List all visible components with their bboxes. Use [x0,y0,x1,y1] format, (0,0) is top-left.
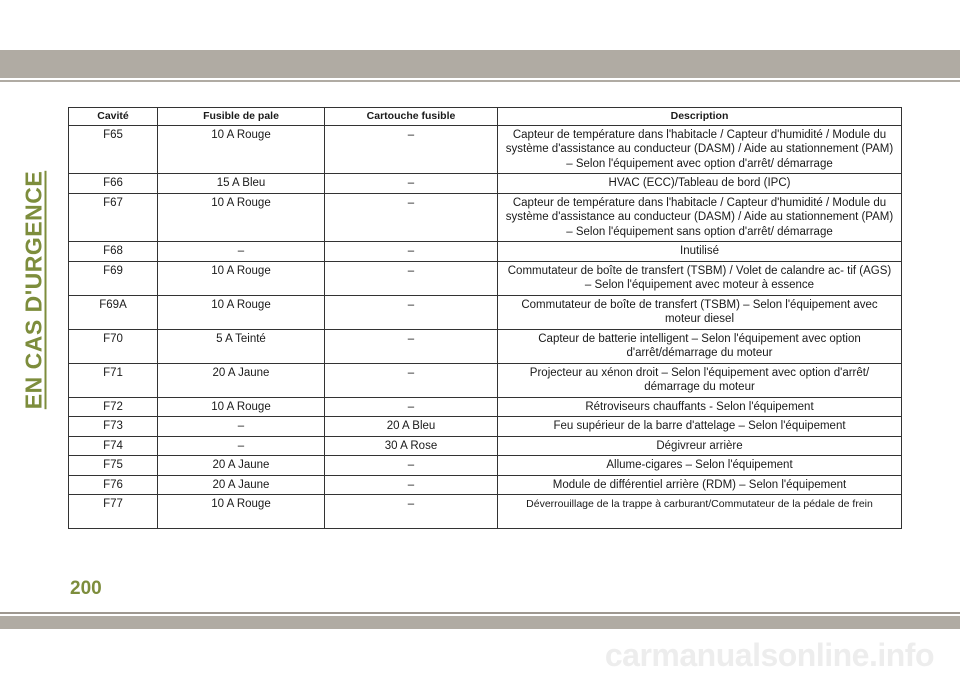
table-row [69,397,902,417]
cell-cartridge: – [325,193,498,242]
table-header-row [69,108,902,126]
cell-blade: – [158,242,325,262]
cell-blade: 20 A Jaune [158,456,325,476]
cell-description: Inutilisé [498,242,902,262]
table-row [69,329,902,363]
cell-blade: 10 A Rouge [158,495,325,529]
cell-description: Feu supérieur de la barre d'attelage – Selon l'équipement [498,417,902,437]
table-row [69,363,902,397]
cell-blade: 5 A Teinté [158,329,325,363]
cell-cartridge: – [325,125,498,174]
cell-blade: 10 A Rouge [158,295,325,329]
cell-cavity: F74 [69,436,158,456]
cell-cartridge: – [325,397,498,417]
cell-blade: 10 A Rouge [158,397,325,417]
cell-blade: – [158,436,325,456]
cell-blade: – [158,417,325,437]
footer-rule [0,612,960,614]
cell-cavity: F75 [69,456,158,476]
cell-description: Projecteur au xénon droit – Selon l'équipement avec option d'arrêt/ démarrage du moteur [498,363,902,397]
cell-cartridge: – [325,456,498,476]
cell-cavity: F66 [69,174,158,194]
cell-cavity: F69A [69,295,158,329]
table-row [69,193,902,242]
cell-cavity: F69 [69,261,158,295]
table-row [69,495,902,529]
cell-cavity: F77 [69,495,158,529]
col-header-description: Description [498,108,902,126]
cell-blade: 10 A Rouge [158,125,325,174]
watermark: carmanualsonline.info [604,637,934,673]
cell-cavity: F76 [69,475,158,495]
table-row [69,475,902,495]
cell-cartridge: – [325,261,498,295]
col-header-cartridge-fuse: Cartouche fusible [325,108,498,126]
cell-description: Capteur de température dans l'habitacle / Capteur d'humidité / Module du système d'assistance au conducteur (DASM) / Aide au stationnement (PAM) – Selon l'équipement sans option d'arrêt/ démarrage [498,193,902,242]
cell-blade: 15 A Bleu [158,174,325,194]
cell-description: Module de différentiel arrière (RDM) – Selon l'équipement [498,475,902,495]
table-row [69,174,902,194]
cell-blade: 10 A Rouge [158,193,325,242]
cell-description: Dégivreur arrière [498,436,902,456]
table-row [69,436,902,456]
cell-description: HVAC (ECC)/Tableau de bord (IPC) [498,174,902,194]
table-row [69,456,902,476]
cell-description: Allume-cigares – Selon l'équipement [498,456,902,476]
cell-cartridge: 20 A Bleu [325,417,498,437]
cell-blade: 20 A Jaune [158,363,325,397]
fuse-table [68,107,902,529]
cell-blade: 10 A Rouge [158,261,325,295]
header-rule [0,80,960,82]
cell-cartridge: – [325,329,498,363]
cell-description: Rétroviseurs chauffants - Selon l'équipement [498,397,902,417]
cell-cavity: F65 [69,125,158,174]
section-title-text: EN CAS D'URGENCE [20,170,47,410]
cell-description: Commutateur de boîte de transfert (TSBM) – Selon l'équipement avec moteur diesel [498,295,902,329]
col-header-blade-fuse: Fusible de pale [158,108,325,126]
cell-cavity: F71 [69,363,158,397]
cell-cartridge: – [325,475,498,495]
cell-description: Capteur de batterie intelligent – Selon l'équipement avec option d'arrêt/démarrage du moteur [498,329,902,363]
cell-cartridge: – [325,295,498,329]
cell-description: Déverrouillage de la trappe à carburant/Commutateur de la pédale de frein [498,495,902,529]
cell-cartridge: 30 A Rose [325,436,498,456]
cell-cartridge: – [325,363,498,397]
cell-cartridge: – [325,495,498,529]
cell-cavity: F70 [69,329,158,363]
cell-cartridge: – [325,242,498,262]
table-row [69,242,902,262]
cell-cavity: F68 [69,242,158,262]
cell-description: Capteur de température dans l'habitacle / Capteur d'humidité / Module du système d'assistance au conducteur (DASM) / Aide au stationnement (PAM) – Selon l'équipement avec option d'arrêt/ démarrage [498,125,902,174]
col-header-cavity: Cavité [69,108,158,126]
table-row [69,125,902,174]
table-row [69,417,902,437]
cell-cavity: F72 [69,397,158,417]
cell-cavity: F67 [69,193,158,242]
table-row [69,295,902,329]
footer-band [0,616,960,629]
cell-blade: 20 A Jaune [158,475,325,495]
table-row [69,261,902,295]
cell-cartridge: – [325,174,498,194]
cell-description: Commutateur de boîte de transfert (TSBM) / Volet de calandre ac- tif (AGS) – Selon l'équipement avec moteur à essence [498,261,902,295]
header-band [0,50,960,78]
cell-cavity: F73 [69,417,158,437]
page-number: 200 [70,578,102,599]
